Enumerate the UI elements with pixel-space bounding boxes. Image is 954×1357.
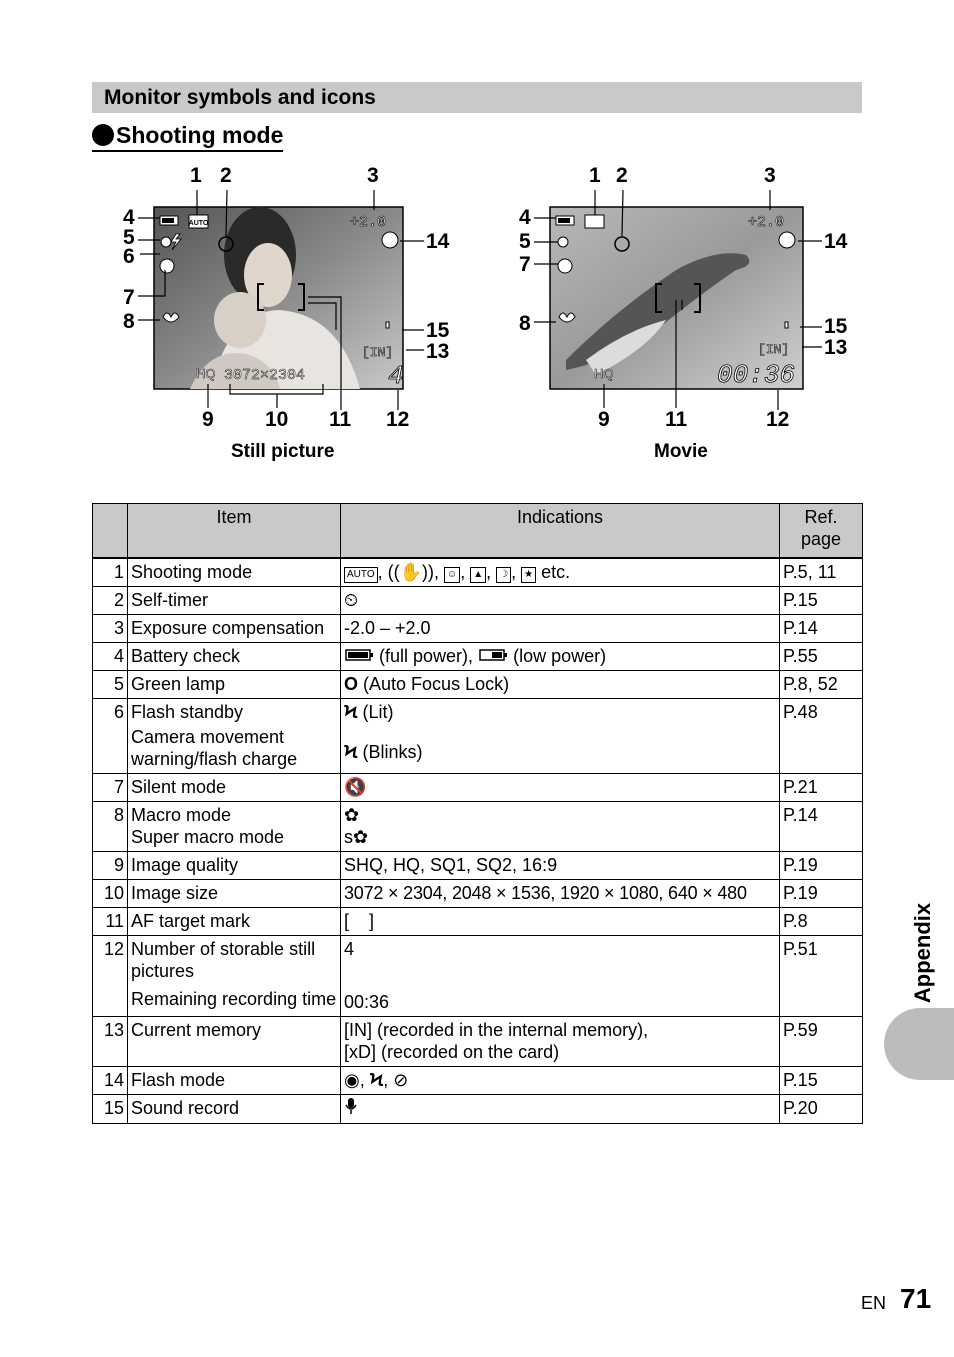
header-ref: Ref. page [780, 504, 863, 559]
red-eye-icon: ◉ [344, 1070, 360, 1090]
row-num: 12 [93, 936, 128, 1017]
green-lamp-icon: O [344, 674, 359, 694]
still-callout-14: 14 [426, 230, 450, 253]
movie-callout-14: 14 [824, 230, 848, 253]
sport-icon: ★ [521, 567, 536, 583]
row-item: Image quality [128, 852, 341, 880]
memory-card-text: [xD] (recorded on the card) [344, 1042, 560, 1062]
row-item: Image size [128, 880, 341, 908]
remaining-time-value: 00:36 [344, 992, 390, 1012]
row-ref: P.8 [780, 908, 863, 936]
row-ref: P.51 [780, 936, 863, 1017]
self-timer-icon: ⏲ [344, 590, 359, 610]
page-language: EN [861, 1293, 887, 1313]
row-indications [341, 587, 780, 615]
table-row [93, 1017, 863, 1067]
svg-text:[IN]: [IN] [362, 345, 394, 360]
row-indications: -2.0 – +2.0 [341, 615, 780, 643]
flash-blink-text: (Blinks) [362, 742, 423, 762]
green-lamp-text: (Auto Focus Lock) [363, 674, 510, 694]
movie-callout-7: 7 [519, 253, 531, 276]
svg-text:4: 4 [388, 361, 404, 391]
row-ref: P.15 [780, 1067, 863, 1095]
movie-callout-1: 1 [589, 164, 601, 187]
still-callout-12: 12 [386, 408, 410, 431]
battery-low-icon [478, 648, 508, 662]
movie-callout-3: 3 [764, 164, 776, 187]
movie-callout-8: 8 [519, 312, 531, 335]
section-header [92, 82, 862, 113]
row-item: Self-timer [128, 587, 341, 615]
macro-icon: ✿ [344, 805, 360, 825]
flash-lit-text: (Lit) [362, 702, 394, 722]
svg-text:00:36: 00:36 [717, 360, 796, 390]
table-row [93, 908, 863, 936]
table-row [93, 880, 863, 908]
row-indications [341, 671, 780, 699]
table-row [93, 643, 863, 671]
row-num: 14 [93, 1067, 128, 1095]
svg-text:+2.0: +2.0 [350, 214, 387, 231]
indications-table [92, 503, 863, 1124]
table-row [93, 671, 863, 699]
row-num: 2 [93, 587, 128, 615]
row-indications [341, 699, 780, 774]
row-indications: 3072 × 2304, 2048 × 1536, 1920 × 1080, 640 × 480 [341, 880, 780, 908]
row-ref: P.5, 11 [780, 558, 863, 587]
page-number: 71 [900, 1283, 932, 1314]
row-num: 10 [93, 880, 128, 908]
header-indications: Indications [341, 504, 780, 559]
table-row [93, 802, 863, 852]
still-callout-9: 9 [202, 408, 214, 431]
portrait-icon: ☺ [444, 567, 460, 583]
movie-callout-15: 15 [824, 315, 848, 338]
table-row [93, 1067, 863, 1095]
fill-flash-icon: Ϟ [369, 1070, 384, 1090]
sub-heading-text: Shooting mode [116, 122, 284, 148]
still-picture-diagram [110, 160, 470, 460]
svg-text:[IN]: [IN] [758, 342, 790, 357]
row-ref: P.48 [780, 699, 863, 774]
night-portrait-icon: ☽ [496, 567, 511, 583]
battery-low-text: (low power) [513, 646, 607, 666]
row-num: 6 [93, 699, 128, 774]
row-ref: P.21 [780, 774, 863, 802]
row-item: Current memory [128, 1017, 341, 1067]
row-item [128, 699, 341, 774]
still-caption: Still picture [231, 441, 335, 462]
side-tab-label: Appendix [910, 902, 935, 1004]
super-macro-icon: s✿ [344, 827, 369, 847]
row-indications: AUTO , ((✋)), ☺ , ▲ , ☽ , ★ etc. [341, 558, 780, 587]
still-callout-13: 13 [426, 340, 450, 363]
flash-standby-label: Flash standby [131, 702, 244, 722]
row-item: Green lamp [128, 671, 341, 699]
svg-text:HQ: HQ [196, 366, 216, 381]
super-macro-prefix: s [344, 827, 353, 847]
row-indications: [ ] [341, 908, 780, 936]
table-header-row [93, 504, 863, 559]
row-ref: P.55 [780, 643, 863, 671]
camera-movement-label: Camera movement warning/flash charge [131, 727, 298, 769]
movie-callout-11: 11 [665, 408, 688, 431]
row-ref: P.14 [780, 802, 863, 852]
section-title: Monitor symbols and icons [104, 86, 376, 109]
auto-mode-icon: AUTO [344, 567, 378, 583]
landscape-icon: ▲ [470, 567, 486, 583]
still-callout-10: 10 [265, 408, 289, 431]
row-num: 7 [93, 774, 128, 802]
svg-text:AUTO: AUTO [188, 220, 209, 227]
row-item: Shooting mode [128, 558, 341, 587]
row-item: Silent mode [128, 774, 341, 802]
sub-heading [92, 121, 283, 152]
header-num [93, 504, 128, 559]
table-row [93, 699, 863, 774]
row-indications: ◉, Ϟ, ⊘ [341, 1067, 780, 1095]
row-indications [341, 802, 780, 852]
battery-full-icon [344, 648, 374, 662]
movie-callout-4: 4 [519, 206, 531, 229]
row-ref: P.20 [780, 1095, 863, 1124]
row-item [128, 802, 341, 852]
still-callout-2: 2 [220, 164, 232, 187]
still-callout-7: 7 [123, 286, 135, 309]
memory-internal-text: [IN] (recorded in the internal memory), [344, 1020, 649, 1040]
row-indications [341, 774, 780, 802]
row-num: 9 [93, 852, 128, 880]
shooting-mode-etc: etc. [541, 562, 571, 582]
movie-callout-5: 5 [519, 230, 531, 253]
svg-text:+2.0: +2.0 [748, 214, 785, 231]
row-ref: P.59 [780, 1017, 863, 1067]
svg-text:HQ: HQ [594, 366, 614, 381]
microphone-icon [344, 1097, 358, 1115]
row-num: 1 [93, 558, 128, 587]
row-num: 8 [93, 802, 128, 852]
row-ref: P.8, 52 [780, 671, 863, 699]
remaining-time-label: Remaining recording time [131, 989, 337, 1009]
flash-off-icon: ⊘ [393, 1070, 409, 1090]
macro-label: Macro mode [131, 805, 232, 825]
bullet-icon [92, 124, 114, 146]
still-callout-11: 11 [329, 408, 352, 431]
movie-caption: Movie [654, 441, 708, 462]
still-callout-15: 15 [426, 319, 450, 342]
still-callout-4: 4 [123, 206, 135, 229]
flash-lit-icon: Ϟ [344, 702, 358, 722]
storable-pictures-value: 4 [344, 939, 355, 959]
row-indications [341, 936, 780, 1017]
table-row [93, 615, 863, 643]
movie-callout-9: 9 [598, 408, 610, 431]
table-row [93, 1095, 863, 1124]
svg-text:3072×2304: 3072×2304 [224, 367, 306, 384]
still-callout-5: 5 [123, 226, 135, 249]
silent-mode-icon: 🔇 [344, 777, 367, 797]
storable-pictures-label: Number of storable still pictures [131, 939, 316, 981]
anti-shake-icon: ((✋)) [387, 562, 435, 582]
super-macro-label: Super macro mode [131, 827, 285, 847]
battery-full-text: (full power), [379, 646, 474, 666]
row-item: Flash mode [128, 1067, 341, 1095]
movie-callout-12: 12 [766, 408, 790, 431]
row-num: 13 [93, 1017, 128, 1067]
movie-diagram [506, 160, 866, 460]
row-ref: P.19 [780, 880, 863, 908]
row-num: 4 [93, 643, 128, 671]
row-ref: P.15 [780, 587, 863, 615]
table-row [93, 774, 863, 802]
row-indications [341, 643, 780, 671]
movie-callout-13: 13 [824, 336, 848, 359]
table-row [93, 936, 863, 1017]
still-callout-8: 8 [123, 310, 135, 333]
row-num: 11 [93, 908, 128, 936]
row-indications [341, 1095, 780, 1124]
header-item: Item [128, 504, 341, 559]
table-row [93, 852, 863, 880]
row-indications [341, 1017, 780, 1067]
side-tab [884, 1008, 954, 1080]
still-callout-3: 3 [367, 164, 379, 187]
row-item [128, 936, 341, 1017]
still-callout-1: 1 [190, 164, 202, 187]
row-indications: SHQ, HQ, SQ1, SQ2, 16:9 [341, 852, 780, 880]
movie-callout-2: 2 [616, 164, 628, 187]
table-row [93, 587, 863, 615]
row-item: Sound record [128, 1095, 341, 1124]
still-callout-6: 6 [123, 245, 135, 268]
row-num: 3 [93, 615, 128, 643]
still-screen-illustration [110, 160, 470, 460]
row-num: 5 [93, 671, 128, 699]
flash-blink-icon: Ϟ [344, 742, 358, 762]
row-item: AF target mark [128, 908, 341, 936]
row-num: 15 [93, 1095, 128, 1124]
row-ref: P.14 [780, 615, 863, 643]
row-item: Exposure compensation [128, 615, 341, 643]
row-item: Battery check [128, 643, 341, 671]
row-ref: P.19 [780, 852, 863, 880]
table-row [93, 558, 863, 587]
